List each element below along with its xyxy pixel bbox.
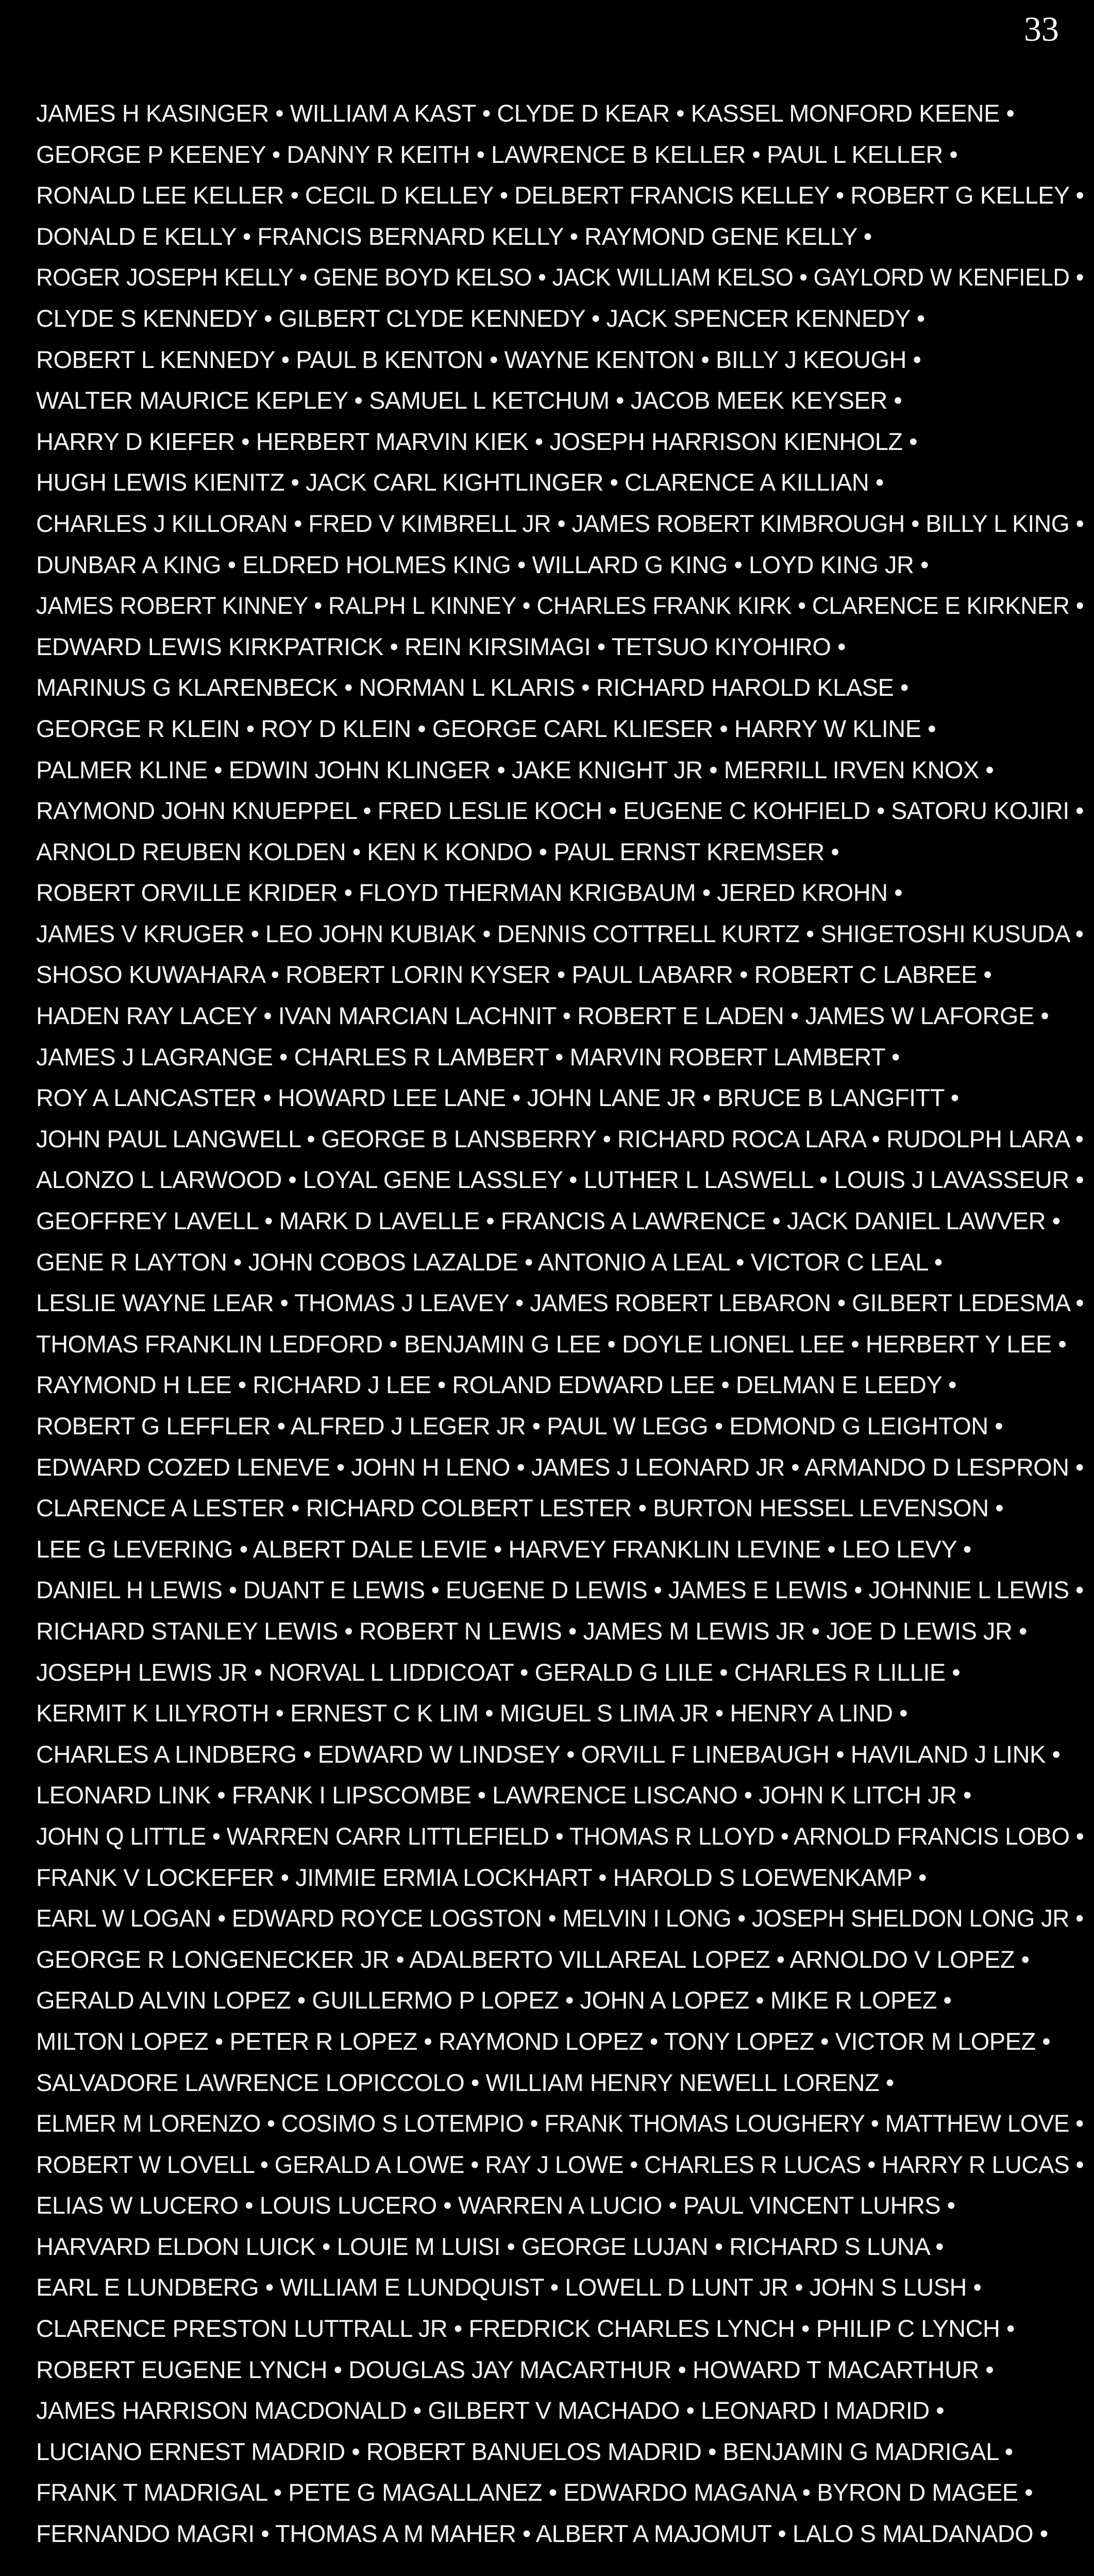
name-line: ROBERT ORVILLE KRIDER • FLOYD THERMAN KRIGBAUM • JERED KROHN • xyxy=(36,879,903,907)
name-line: RAYMOND JOHN KNUEPPEL • FRED LESLIE KOCH • EUGENE C KOHFIELD • SATORU KOJIRI • xyxy=(36,797,1084,825)
name-line: ROBERT W LOVELL • GERALD A LOWE • RAY J LOWE • CHARLES R LUCAS • HARRY R LUCAS • xyxy=(36,2150,1084,2178)
name-line: CLARENCE A LESTER • RICHARD COLBERT LESTER • BURTON HESSEL LEVENSON • xyxy=(36,1494,1004,1522)
name-line: FRANK T MADRIGAL • PETE G MAGALLANEZ • EDWARDO MAGANA • BYRON D MAGEE • xyxy=(36,2479,1033,2506)
name-line: KERMIT K LILYROTH • ERNEST C K LIM • MIGUEL S LIMA JR • HENRY A LIND • xyxy=(36,1699,908,1727)
name-line: LEE G LEVERING • ALBERT DALE LEVIE • HARVEY FRANKLIN LEVINE • LEO LEVY • xyxy=(36,1535,971,1563)
name-line: JOSEPH LEWIS JR • NORVAL L LIDDICOAT • GERALD G LILE • CHARLES R LILLIE • xyxy=(36,1658,961,1686)
name-line: EARL E LUNDBERG • WILLIAM E LUNDQUIST • LOWELL D LUNT JR • JOHN S LUSH • xyxy=(36,2273,982,2301)
name-line: MARINUS G KLARENBECK • NORMAN L KLARIS • RICHARD HAROLD KLASE • xyxy=(36,674,908,701)
name-line: CHARLES J KILLORAN • FRED V KIMBRELL JR • JAMES ROBERT KIMBROUGH • BILLY L KING • xyxy=(36,509,1084,537)
name-line: MILTON LOPEZ • PETER R LOPEZ • RAYMOND LOPEZ • TONY LOPEZ • VICTOR M LOPEZ • xyxy=(36,2027,1051,2055)
name-line: DANIEL H LEWIS • DUANT E LEWIS • EUGENE D LEWIS • JAMES E LEWIS • JOHNNIE L LEWIS • xyxy=(36,1576,1084,1604)
name-line: GEORGE R LONGENECKER JR • ADALBERTO VILLAREAL LOPEZ • ARNOLDO V LOPEZ • xyxy=(36,1945,1030,1973)
name-line: CHARLES A LINDBERG • EDWARD W LINDSEY • ORVILL F LINEBAUGH • HAVILAND J LINK • xyxy=(36,1740,1061,1768)
name-line: GEOFFREY LAVELL • MARK D LAVELLE • FRANCIS A LAWRENCE • JACK DANIEL LAWVER • xyxy=(36,1207,1061,1235)
name-line: JOHN PAUL LANGWELL • GEORGE B LANSBERRY • RICHARD ROCA LARA • RUDOLPH LARA • xyxy=(36,1125,1084,1152)
name-line: ROBERT L KENNEDY • PAUL B KENTON • WAYNE KENTON • BILLY J KEOUGH • xyxy=(36,345,921,373)
name-line: GEORGE R KLEIN • ROY D KLEIN • GEORGE CARL KLIESER • HARRY W KLINE • xyxy=(36,714,936,742)
name-line: LUCIANO ERNEST MADRID • ROBERT BANUELOS MADRID • BENJAMIN G MADRIGAL • xyxy=(36,2437,1013,2465)
name-line: ROY A LANCASTER • HOWARD LEE LANE • JOHN LANE JR • BRUCE B LANGFITT • xyxy=(36,1084,959,1112)
name-line: HARVARD ELDON LUICK • LOUIE M LUISI • GEORGE LUJAN • RICHARD S LUNA • xyxy=(36,2232,944,2260)
name-line: ARNOLD REUBEN KOLDEN • KEN K KONDO • PAUL ERNST KREMSER • xyxy=(36,838,839,865)
name-line: LESLIE WAYNE LEAR • THOMAS J LEAVEY • JAMES ROBERT LEBARON • GILBERT LEDESMA • xyxy=(36,1289,1084,1317)
name-line: LEONARD LINK • FRANK I LIPSCOMBE • LAWRENCE LISCANO • JOHN K LITCH JR • xyxy=(36,1781,971,1809)
name-line: JAMES H KASINGER • WILLIAM A KAST • CLYDE D KEAR • KASSEL MONFORD KEENE • xyxy=(36,99,1015,127)
name-line: FRANK V LOCKEFER • JIMMIE ERMIA LOCKHART • HAROLD S LOEWENKAMP • xyxy=(36,1863,927,1891)
name-line: CLYDE S KENNEDY • GILBERT CLYDE KENNEDY • JACK SPENCER KENNEDY • xyxy=(36,304,925,332)
name-line: JAMES J LAGRANGE • CHARLES R LAMBERT • MARVIN ROBERT LAMBERT • xyxy=(36,1043,900,1070)
name-line: ROBERT EUGENE LYNCH • DOUGLAS JAY MACARTHUR • HOWARD T MACARTHUR • xyxy=(36,2355,994,2383)
name-line: EARL W LOGAN • EDWARD ROYCE LOGSTON • MELVIN I LONG • JOSEPH SHELDON LONG JR • xyxy=(36,1904,1084,1932)
name-line: JOHN Q LITTLE • WARREN CARR LITTLEFIELD • THOMAS R LLOYD • ARNOLD FRANCIS LOBO • xyxy=(36,1822,1084,1850)
name-line: EDWARD LEWIS KIRKPATRICK • REIN KIRSIMAGI • TETSUO KIYOHIRO • xyxy=(36,632,846,660)
name-line: SALVADORE LAWRENCE LOPICCOLO • WILLIAM HENRY NEWELL LORENZ • xyxy=(36,2068,894,2096)
names-list xyxy=(36,93,1082,2554)
name-line: ELMER M LORENZO • COSIMO S LOTEMPIO • FRANK THOMAS LOUGHERY • MATTHEW LOVE • xyxy=(36,2110,1084,2137)
name-line: ELIAS W LUCERO • LOUIS LUCERO • WARREN A LUCIO • PAUL VINCENT LUHRS • xyxy=(36,2192,955,2219)
name-line: DUNBAR A KING • ELDRED HOLMES KING • WILLARD G KING • LOYD KING JR • xyxy=(36,550,929,578)
name-line: RAYMOND H LEE • RICHARD J LEE • ROLAND EDWARD LEE • DELMAN E LEEDY • xyxy=(36,1371,957,1399)
name-line: RICHARD STANLEY LEWIS • ROBERT N LEWIS • JAMES M LEWIS JR • JOE D LEWIS JR • xyxy=(36,1617,1027,1645)
name-line: DONALD E KELLY • FRANCIS BERNARD KELLY • RAYMOND GENE KELLY • xyxy=(36,222,872,250)
name-line: SHOSO KUWAHARA • ROBERT LORIN KYSER • PAUL LABARR • ROBERT C LABREE • xyxy=(36,961,992,989)
name-line: GEORGE P KEENEY • DANNY R KEITH • LAWRENCE B KELLER • PAUL L KELLER • xyxy=(36,140,958,168)
name-line: ALONZO L LARWOOD • LOYAL GENE LASSLEY • LUTHER L LASWELL • LOUIS J LAVASSEUR • xyxy=(36,1166,1084,1194)
name-line: HUGH LEWIS KIENITZ • JACK CARL KIGHTLINGER • CLARENCE A KILLIAN • xyxy=(36,469,884,496)
name-line: ROBERT G LEFFLER • ALFRED J LEGER JR • PAUL W LEGG • EDMOND G LEIGHTON • xyxy=(36,1412,1003,1440)
name-line: JAMES V KRUGER • LEO JOHN KUBIAK • DENNIS COTTRELL KURTZ • SHIGETOSHI KUSUDA • xyxy=(36,919,1084,947)
name-line: GERALD ALVIN LOPEZ • GUILLERMO P LOPEZ • JOHN A LOPEZ • MIKE R LOPEZ • xyxy=(36,1986,952,2014)
page-number: 33 xyxy=(1024,9,1059,48)
name-line: EDWARD COZED LENEVE • JOHN H LENO • JAMES J LEONARD JR • ARMANDO D LESPRON • xyxy=(36,1453,1084,1481)
name-line: RONALD LEE KELLER • CECIL D KELLEY • DELBERT FRANCIS KELLEY • ROBERT G KELLEY • xyxy=(36,181,1084,209)
name-line: THOMAS FRANKLIN LEDFORD • BENJAMIN G LEE • DOYLE LIONEL LEE • HERBERT Y LEE • xyxy=(36,1330,1067,1358)
name-line: PALMER KLINE • EDWIN JOHN KLINGER • JAKE KNIGHT JR • MERRILL IRVEN KNOX • xyxy=(36,756,994,783)
name-line: FERNANDO MAGRI • THOMAS A M MAHER • ALBERT A MAJOMUT • LALO S MALDANADO • xyxy=(36,2520,1048,2548)
name-line: GENE R LAYTON • JOHN COBOS LAZALDE • ANTONIO A LEAL • VICTOR C LEAL • xyxy=(36,1248,942,1276)
name-line: ROGER JOSEPH KELLY • GENE BOYD KELSO • JACK WILLIAM KELSO • GAYLORD W KENFIELD • xyxy=(36,263,1084,291)
name-line: WALTER MAURICE KEPLEY • SAMUEL L KETCHUM • JACOB MEEK KEYSER • xyxy=(36,387,902,414)
name-line: JAMES ROBERT KINNEY • RALPH L KINNEY • CHARLES FRANK KIRK • CLARENCE E KIRKNER • xyxy=(36,592,1084,620)
name-line: CLARENCE PRESTON LUTTRALL JR • FREDRICK CHARLES LYNCH • PHILIP C LYNCH • xyxy=(36,2315,1015,2343)
name-line: JAMES HARRISON MACDONALD • GILBERT V MACHADO • LEONARD I MADRID • xyxy=(36,2397,945,2424)
name-line: HARRY D KIEFER • HERBERT MARVIN KIEK • JOSEPH HARRISON KIENHOLZ • xyxy=(36,427,918,455)
name-line: HADEN RAY LACEY • IVAN MARCIAN LACHNIT • ROBERT E LADEN • JAMES W LAFORGE • xyxy=(36,1002,1049,1030)
